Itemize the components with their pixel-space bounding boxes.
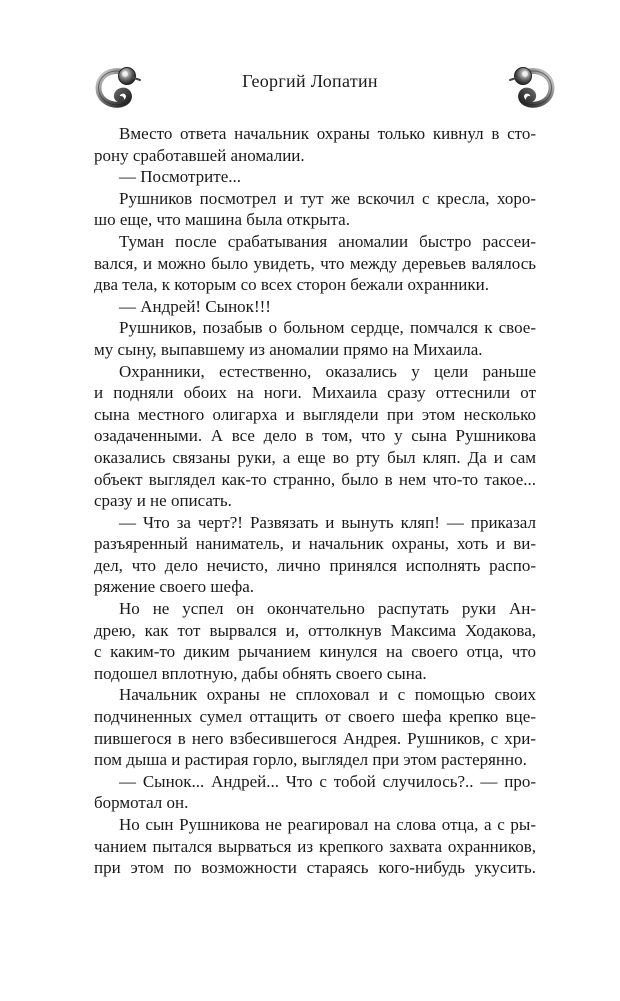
text-line: дел, что дело нечисто, лично принялся исполнять распо- [94, 555, 536, 575]
text-line: му сыну, выпавшему из аномалии прямо на Михаила. [94, 339, 483, 359]
text-line: Но не успел он окончательно распутать руки Ан- [119, 599, 536, 619]
text-line: Начальник охраны не сплоховал и с помощью своих [119, 685, 536, 705]
text-line: рону сработавшей аномалии. [94, 145, 305, 165]
text-line: сразу и не описать. [94, 491, 232, 511]
text-line: бормотал он. [94, 793, 189, 813]
text-line: оказались связаны руки, а еще во рту был кляп. Да и сам [94, 447, 536, 467]
running-head [0, 62, 620, 112]
text-line: Вместо ответа начальник охраны только кивнул в сто- [119, 124, 536, 143]
text-line: подчиненных сумел оттащить от своего шефа крепко вце- [94, 707, 536, 727]
right-swirl-ornament-icon [508, 62, 556, 112]
text-line: сына местного олигарха и выглядели при этом несколько [94, 404, 536, 424]
text-line: — Что за черт?! Развязать и вынуть кляп! — приказал [119, 512, 536, 532]
text-line: Туман после срабатывания аномалии быстро рассеи- [119, 231, 536, 251]
text-line: и подняли обоих на ноги. Михаила сразу оттеснили от [94, 383, 536, 403]
running-head-author: Георгий Лопатин [242, 71, 378, 91]
text-line: Рушников посмотрел и тут же вскочил с кресла, хоро- [119, 188, 536, 208]
text-line: пившегося в него взбесившегося Андрея. Рушников, с хри- [94, 728, 536, 748]
text-line: озадаченными. А все дело в том, что у сына Рушникова [94, 426, 536, 446]
text-line: Охранники, естественно, оказались у цели раньше [119, 361, 536, 381]
body-text [94, 123, 536, 879]
text-line: разъяренный наниматель, и начальник охраны, хоть и ви- [94, 534, 536, 554]
text-line: объект выглядел как-то странно, было в нем что-то такое... [94, 469, 536, 489]
text-line: ряжение своего шефа. [94, 577, 255, 597]
text-line: вался, и можно было увидеть, что между деревьев валялось [94, 253, 536, 273]
text-line: при этом по возможности стараясь кого-нибудь укусить. [94, 858, 536, 878]
text-line: дрею, как тот вырвался и, оттолкнув Максима Ходакова, [94, 620, 536, 640]
text-line: с каким-то диким рычанием кинулся на своего отца, что [94, 642, 536, 662]
text-line: — Посмотрите... [119, 167, 241, 187]
text-line: Рушников, позабыв о больном сердце, помчался к свое- [119, 318, 536, 338]
text-line: шо еще, что машина была открыта. [94, 210, 350, 230]
text-line: — Андрей! Сынок!!! [119, 296, 271, 316]
text-line: — Сынок... Андрей... Что с тобой случилось?.. — про- [119, 771, 536, 791]
text-line: подошел вплотную, дабы обнять своего сына. [94, 663, 427, 683]
text-line: два тела, к которым со всех сторон бежали охранники. [94, 275, 489, 295]
text-line: пом дыша и растирая горло, выглядел при этом растерянно. [94, 750, 527, 770]
text-line: чанием пытался вырваться из крепкого захвата охранников, [94, 836, 536, 856]
text-line: Но сын Рушникова не реагировал на слова отца, а с ры- [119, 815, 536, 834]
